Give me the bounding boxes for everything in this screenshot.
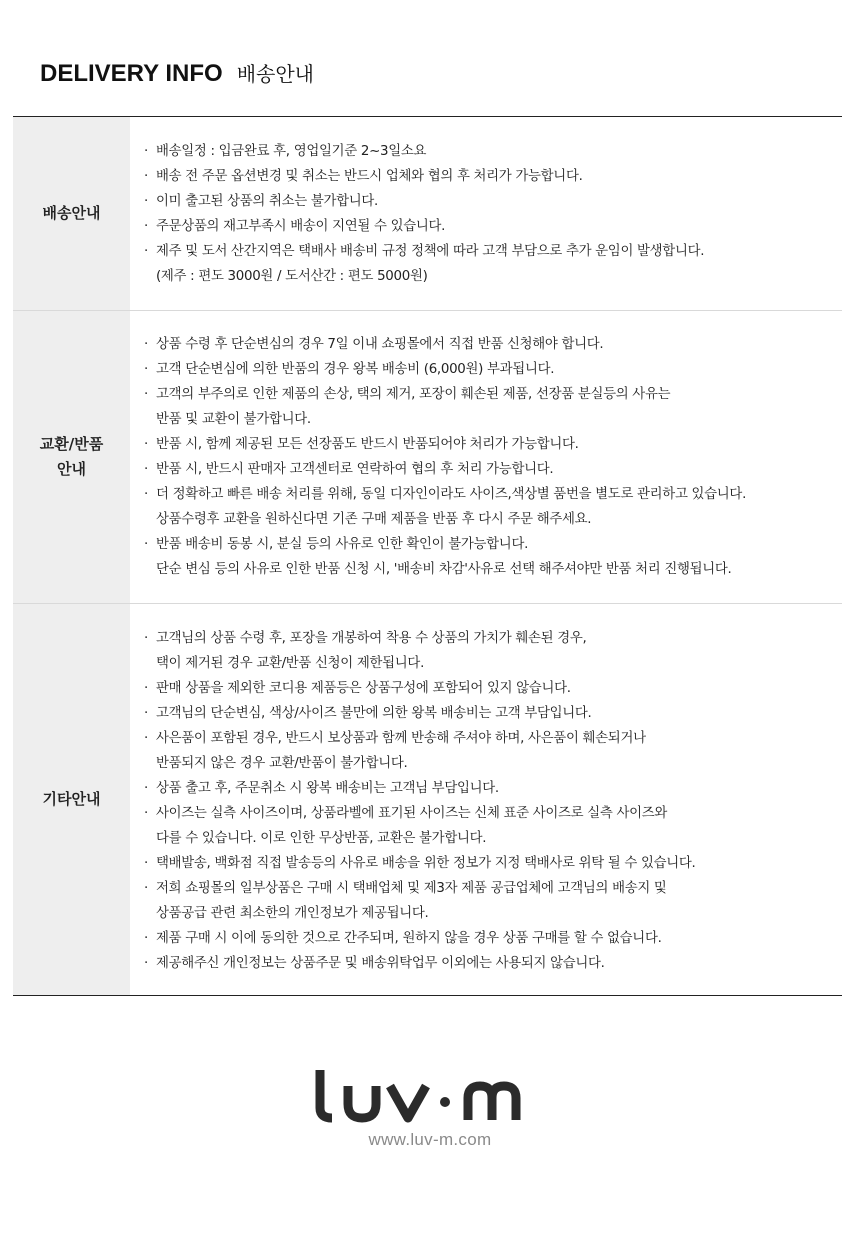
- info-list-item: [144, 851, 842, 876]
- bullet-dot: ·: [144, 956, 148, 971]
- row-delivery: [13, 117, 842, 311]
- bullet-dot: ·: [144, 881, 148, 896]
- item-line: 저희 쇼핑몰의 일부상품은 구매 시 택배업체 및 제3자 제품 공급업체에 고객님의 배송지 및: [156, 881, 667, 896]
- item-line: 반품 및 교환이 불가합니다.: [156, 412, 311, 427]
- info-list-item: [144, 876, 842, 926]
- bullet-dot: ·: [144, 194, 148, 209]
- row-body: [130, 117, 842, 310]
- item-line: 배송 전 주문 옵션변경 및 취소는 반드시 업체와 협의 후 처리가 가능합니다.: [156, 169, 583, 184]
- item-line: 반품되지 않은 경우 교환/반품이 불가합니다.: [156, 756, 408, 771]
- item-line: 다를 수 있습니다. 이로 인한 무상반품, 교환은 불가합니다.: [156, 831, 487, 846]
- item-line: 고객님의 상품 수령 후, 포장을 개봉하여 착용 수 상품의 가치가 훼손된 경우,: [156, 631, 587, 646]
- row-body: [130, 604, 842, 995]
- item-text: [156, 926, 662, 951]
- item-text: [156, 776, 499, 801]
- row-label: [13, 311, 130, 603]
- item-line: 제주 및 도서 산간지역은 택배사 배송비 규정 정책에 따라 고객 부담으로 추가 운임이 발생합니다.: [156, 244, 705, 259]
- info-list-item: [144, 626, 842, 676]
- item-line: 상품 출고 후, 주문취소 시 왕복 배송비는 고객님 부담입니다.: [156, 781, 499, 796]
- item-line: 제공해주신 개인정보는 상품주문 및 배송위탁업무 이외에는 사용되지 않습니다.: [156, 956, 605, 971]
- info-list-item: [144, 482, 842, 532]
- item-line: 제품 구매 시 이에 동의한 것으로 간주되며, 원하지 않을 경우 상품 구매를 할 수 없습니다.: [156, 931, 662, 946]
- bullet-dot: ·: [144, 781, 148, 796]
- bullet-dot: ·: [144, 462, 148, 477]
- luvm-logo: [310, 1068, 550, 1124]
- item-line: 주문상품의 재고부족시 배송이 지연될 수 있습니다.: [156, 219, 446, 234]
- row-label-text: 교환/반품 안내: [39, 435, 104, 478]
- item-text: [156, 139, 426, 164]
- item-text: [156, 332, 603, 357]
- item-line: 택이 제거된 경우 교환/반품 신청이 제한됩니다.: [156, 656, 425, 671]
- item-line: 사은품이 포함된 경우, 반드시 보상품과 함께 반송해 주셔야 하며, 사은품이 훼손되거나: [156, 731, 646, 746]
- website-url: www.luv-m.com: [368, 1130, 492, 1149]
- item-line: 판매 상품을 제외한 코디용 제품등은 상품구성에 포함되어 있지 않습니다.: [156, 681, 571, 696]
- item-text: [156, 676, 571, 701]
- item-line: 고객님의 단순변심, 색상/사이즈 불만에 의한 왕복 배송비는 고객 부담입니다.: [156, 706, 592, 721]
- item-line: 택배발송, 백화점 직접 발송등의 사유로 배송을 위한 정보가 지정 택배사로 위탁 될 수 있습니다.: [156, 856, 696, 871]
- item-text: [156, 357, 554, 382]
- info-list-item: [144, 926, 842, 951]
- bullet-dot: ·: [144, 487, 148, 502]
- info-list-item: [144, 139, 842, 164]
- item-line: 고객 단순변심에 의한 반품의 경우 왕복 배송비 (6,000원) 부과됩니다.: [156, 362, 555, 377]
- row-other-info: [13, 604, 842, 995]
- delivery-info-table: [13, 116, 842, 996]
- item-text: [156, 801, 667, 851]
- info-list-item: [144, 532, 842, 582]
- item-text: [156, 164, 583, 189]
- info-list-item: [144, 701, 842, 726]
- item-text: [156, 482, 746, 532]
- item-line: 이미 출고된 상품의 취소는 불가합니다.: [156, 194, 378, 209]
- title-english: DELIVERY INFO: [40, 60, 223, 87]
- bullet-dot: ·: [144, 681, 148, 696]
- info-list-item: [144, 382, 842, 432]
- bullet-dot: ·: [144, 169, 148, 184]
- bullet-dot: ·: [144, 362, 148, 377]
- item-line: 상품 수령 후 단순변심의 경우 7일 이내 쇼핑몰에서 직접 반품 신청해야 합니다.: [156, 337, 604, 352]
- info-list-item: [144, 357, 842, 382]
- item-line: 고객의 부주의로 인한 제품의 손상, 택의 제거, 포장이 훼손된 제품, 선장품 분실등의 사유는: [156, 387, 671, 402]
- bullet-dot: ·: [144, 856, 148, 871]
- item-line: 반품 시, 반드시 판매자 고객센터로 연락하여 협의 후 처리 가능합니다.: [156, 462, 554, 477]
- info-list-item: [144, 164, 842, 189]
- row-label-text: 배송안내: [42, 204, 101, 222]
- item-line: 반품 시, 함께 제공된 모든 선장품도 반드시 반품되어야 처리가 가능합니다.: [156, 437, 579, 452]
- bullet-dot: ·: [144, 219, 148, 234]
- info-list-item: [144, 332, 842, 357]
- item-line: 상품공급 관련 최소한의 개인정보가 제공됩니다.: [156, 906, 429, 921]
- page-header: [40, 58, 314, 92]
- bullet-dot: ·: [144, 631, 148, 646]
- bullet-dot: ·: [144, 144, 148, 159]
- footer: [0, 1068, 860, 1150]
- info-list-item: [144, 239, 842, 289]
- row-label-text: 기타안내: [42, 790, 101, 808]
- bullet-dot: ·: [144, 337, 148, 352]
- row-exchange-return: [13, 311, 842, 604]
- item-text: [156, 382, 670, 432]
- item-text: [156, 626, 587, 676]
- item-line: 더 정확하고 빠른 배송 처리를 위해, 동일 디자인이라도 사이즈,색상별 품번을 별도로 관리하고 있습니다.: [156, 487, 747, 502]
- item-line: 배송일정 : 입금완료 후, 영업일기준 2~3일소요: [156, 144, 427, 159]
- item-text: [156, 701, 591, 726]
- item-text: [156, 851, 696, 876]
- info-list-item: [144, 801, 842, 851]
- bullet-dot: ·: [144, 731, 148, 746]
- bullet-dot: ·: [144, 244, 148, 259]
- info-list-item: [144, 676, 842, 701]
- info-list-item: [144, 214, 842, 239]
- bullet-dot: ·: [144, 706, 148, 721]
- info-list-item: [144, 457, 842, 482]
- row-label: [13, 604, 130, 995]
- bullet-dot: ·: [144, 931, 148, 946]
- item-line: (제주 : 편도 3000원 / 도서산간 : 편도 5000원): [156, 269, 428, 284]
- info-list-item: [144, 951, 842, 976]
- bullet-dot: ·: [144, 387, 148, 402]
- item-text: [156, 189, 378, 214]
- item-line: 사이즈는 실측 사이즈이며, 상품라벨에 표기된 사이즈는 신체 표준 사이즈로 실측 사이즈와: [156, 806, 668, 821]
- info-list-item: [144, 432, 842, 457]
- item-text: [156, 876, 667, 926]
- item-text: [156, 457, 553, 482]
- bullet-dot: ·: [144, 537, 148, 552]
- item-line: 반품 배송비 동봉 시, 분실 등의 사유로 인한 확인이 불가능합니다.: [156, 537, 529, 552]
- bullet-dot: ·: [144, 437, 148, 452]
- item-text: [156, 239, 704, 289]
- bullet-dot: ·: [144, 806, 148, 821]
- item-text: [156, 726, 646, 776]
- row-body: [130, 311, 842, 603]
- info-list-item: [144, 726, 842, 776]
- item-line: 상품수령후 교환을 원하신다면 기존 구매 제품을 반품 후 다시 주문 해주세요.: [156, 512, 592, 527]
- item-text: [156, 432, 579, 457]
- item-line: 단순 변심 등의 사유로 인한 반품 신청 시, '배송비 차감'사유로 선택 해주셔야만 반품 처리 진행됩니다.: [156, 562, 732, 577]
- item-text: [156, 214, 445, 239]
- item-text: [156, 951, 605, 976]
- row-label: [13, 117, 130, 310]
- title-korean: 배송안내: [236, 62, 314, 86]
- info-list-item: [144, 189, 842, 214]
- info-list-item: [144, 776, 842, 801]
- item-text: [156, 532, 731, 582]
